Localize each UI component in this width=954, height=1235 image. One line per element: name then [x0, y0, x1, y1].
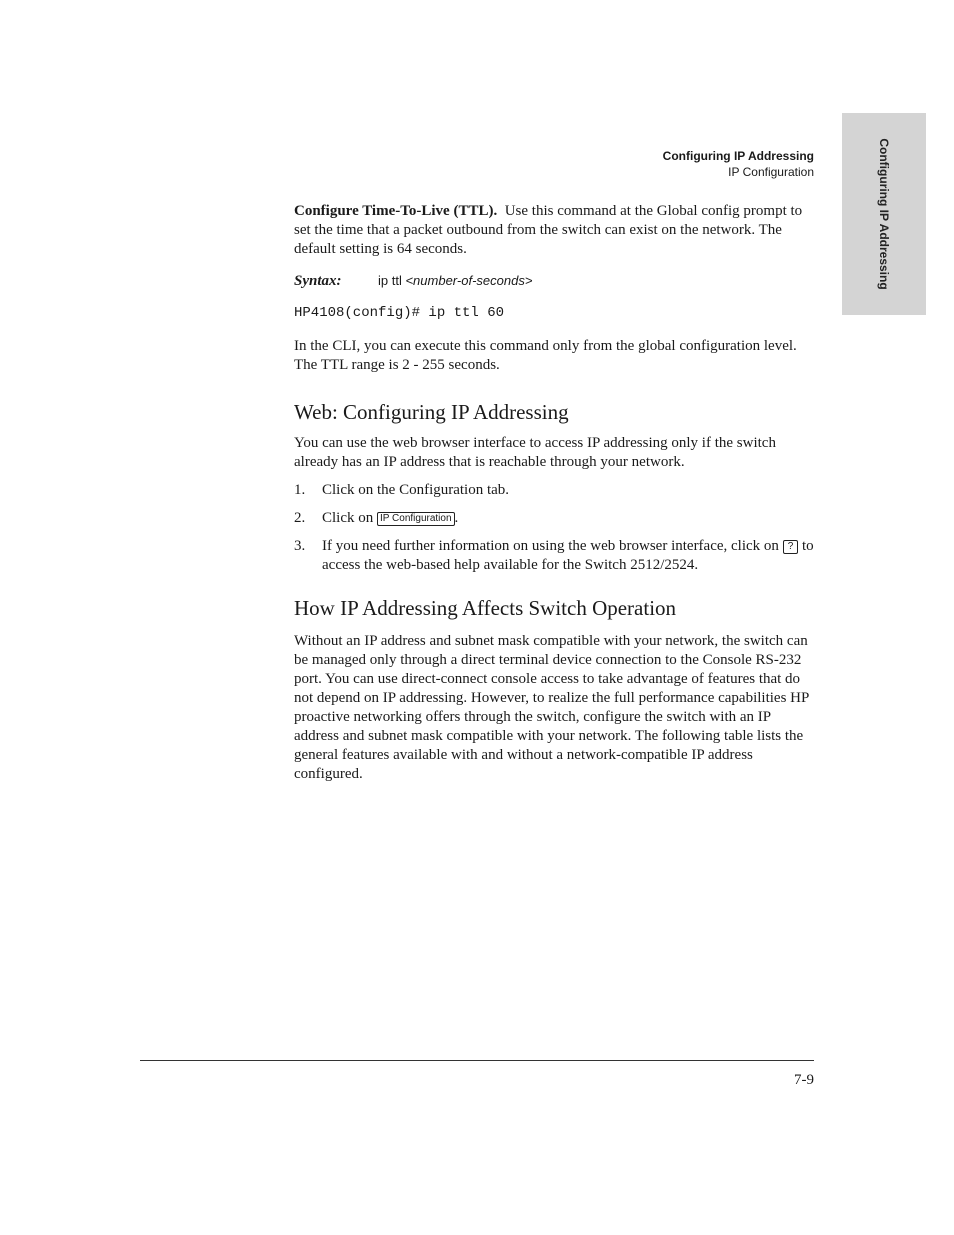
- step-text: Click on: [322, 510, 374, 526]
- list-item: [294, 509, 814, 528]
- page-number: 7-9: [794, 1072, 814, 1088]
- chapter-side-tab: [842, 113, 926, 315]
- syntax-param: <number-of-seconds>: [405, 273, 533, 288]
- syntax-line: [294, 271, 814, 291]
- running-head-title: Configuring IP Addressing: [662, 149, 814, 163]
- syntax-command: [378, 273, 532, 288]
- ttl-paragraph: [294, 202, 814, 259]
- step-text: If you need further information on using the web browser interface, click on: [322, 538, 779, 554]
- help-button[interactable]: ?: [783, 540, 799, 554]
- page-content: [294, 202, 814, 784]
- list-item: [294, 481, 814, 500]
- step-number: 3.: [294, 538, 306, 554]
- step-number: 1.: [294, 482, 306, 498]
- step-number: 2.: [294, 510, 306, 526]
- web-section-intro: You can use the web browser interface to access IP addressing only if the switch already has an IP address that is reachable through your network.: [294, 435, 776, 470]
- list-item: [294, 537, 814, 575]
- running-head: [663, 148, 814, 180]
- example-code: HP4108(config)# ip ttl 60: [294, 305, 505, 321]
- step-text: Click on the Configuration tab.: [322, 482, 510, 498]
- ops-section-heading: How IP Addressing Affects Switch Operation: [294, 596, 677, 620]
- chapter-side-tab-label: Configuring IP Addressing: [877, 138, 891, 290]
- ops-section-body: Without an IP address and subnet mask compatible with your network, the switch can be managed only through a direct terminal device connection to the Console RS-232 port. You can use direct-connect console access to take advantage of features that do not depend on IP addressing. However, to realize the full performance capabilities HP proactive networking offers through the switch, configure the switch with an IP address and subnet mask compatible with your network. The following table lists the general features available with and without a network-compatible IP address configured.: [294, 633, 809, 782]
- step-text-end: to access the web-based help available for the Switch 2512/2524.: [322, 538, 814, 573]
- footer-rule: [140, 1060, 814, 1061]
- ttl-text: Use this command at the Global config prompt to set the time that a packet outbound from the switch can exist on the network. The default setting is 64 seconds.: [294, 203, 803, 257]
- ttl-heading: Configure Time-To-Live (TTL).: [294, 203, 498, 219]
- syntax-command-name: ip ttl: [378, 273, 402, 288]
- syntax-label: Syntax:: [294, 273, 342, 289]
- step-text-end: .: [454, 510, 459, 526]
- cli-note: In the CLI, you can execute this command only from the global configuration level. The TTL range is 2 - 255 seconds.: [294, 338, 797, 373]
- web-section-heading: Web: Configuring IP Addressing: [294, 400, 569, 424]
- web-steps-list: [294, 481, 814, 575]
- running-head-subtitle: IP Configuration: [728, 165, 814, 179]
- ip-configuration-button[interactable]: IP Configuration: [377, 512, 455, 526]
